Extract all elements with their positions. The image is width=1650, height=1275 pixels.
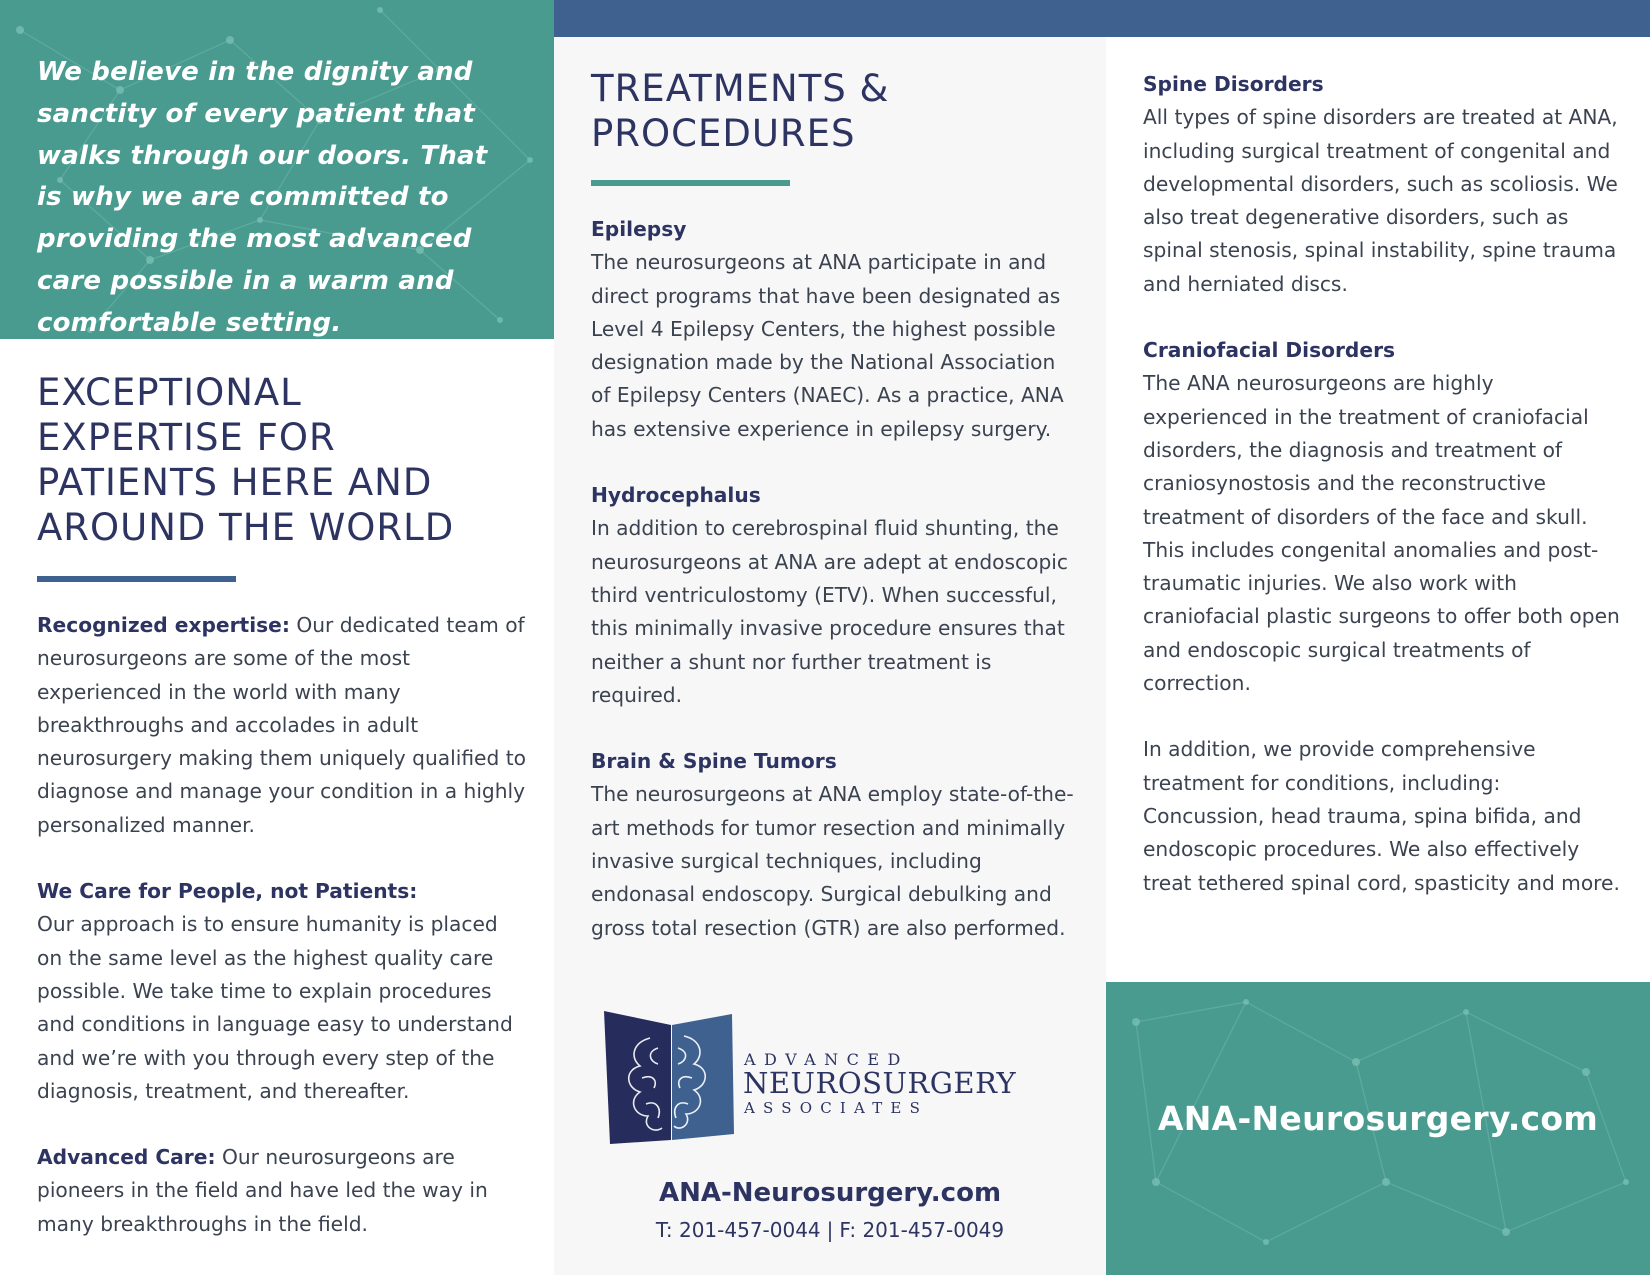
section-text: Our approach is to ensure humanity is placed on the same level as the highest quality care possible. We take time to explain procedures and conditions in language easy to understand and we’re with you through every step of the diagnosis, treatment, and thereafter. [37,912,513,1103]
logo-text-neurosurgery: NEUROSURGERY [743,1066,1017,1100]
section-hydrocephalus [591,479,1081,712]
quote-panel [0,0,554,339]
website-panel [1106,982,1650,1275]
section-spine-disorders [1143,68,1623,301]
section-title: Spine Disorders [1143,72,1324,96]
section-title: Craniofacial Disorders [1143,338,1396,363]
section-text: In addition, we provide comprehensive treatment for conditions, including: Concussion, head trauma, spina bifida, and endoscopic procedures. We also effectively treat tethered spinal cord, spasticity and more. [1143,737,1620,895]
section-advanced-care [37,1141,527,1241]
contact-line [554,1218,1106,1242]
section-text: Our dedicated team of neurosurgeons are some of the most experienced in the world with many breakthroughs and accolades in adult neurosurgery making them uniquely qualified to diagnose and manage your condition in a highly personalized manner. [37,613,526,837]
left-heading: EXCEPTIONAL EXPERTISE FOR PATIENTS HERE AND AROUND THE WORLD [37,371,455,549]
section-epilepsy [591,213,1081,446]
left-heading-rule [37,576,236,582]
logo-text-advanced: ADVANCED [744,1050,909,1069]
section-title: Recognized expertise: [37,613,290,637]
section-text: In addition to cerebrospinal fluid shunting, the neurosurgeons at ANA are adept at endoscopic third ventriculostomy (ETV). When successful, this minimally invasive procedure ensures that neither a shunt nor further treatment is required. [591,516,1069,707]
phone-number: T: 201-457-0044 [655,1218,821,1242]
middle-heading: TREATMENTS & PROCEDURES [591,67,890,155]
section-text: The neurosurgeons at ANA participate in and direct programs that have been designated as Level 4 Epilepsy Centers, the highest possible designation made by the National Association of Epilepsy Centers (NAEC). As a practice, ANA has extensive experience in epilepsy surgery. [591,250,1064,441]
section-title: Brain & Spine Tumors [591,749,837,774]
contact-separator: | [826,1218,834,1242]
right-sections [1143,68,1623,933]
section-text: The neurosurgeons at ANA employ state-of-the-art methods for tumor resection and minimally invasive surgical techniques, including endonasal endoscopy. Surgical debulking and gross total resection (GTR) are also performed. [591,782,1074,940]
website-link[interactable]: ANA-Neurosurgery.com [658,1178,1002,1208]
section-title: Advanced Care: [37,1145,216,1170]
fax-number: F: 201-457-0049 [839,1218,1005,1242]
middle-sections [591,213,1081,978]
section-craniofacial-disorders [1143,334,1623,700]
section-title: Hydrocephalus [591,483,761,508]
section-text: The ANA neurosurgeons are highly experienced in the treatment of craniofacial disorders, the diagnosis and treatment of craniosynostosis and the reconstructive treatment of disorders of the face and skull. This includes congenital anomalies and post-traumatic injuries. We also work with craniofacial plastic surgeons to offer both open and endoscopic surgical treatments of correction. [1143,371,1620,696]
section-recognized-expertise [37,609,527,842]
mission-quote: We believe in the dignity and sanctity of every patient that walks through our doors. That is why we are committed to providing the most advanced care possible in a warm and comfortable setting. [37,57,488,338]
logo-text-associates: ASSOCIATES [744,1099,929,1117]
middle-heading-rule [591,180,790,186]
section-text: Our neurosurgeons are pioneers in the field and have led the way in many breakthroughs in the field. [37,1145,488,1236]
left-sections [37,609,527,1274]
section-title: We Care for People, not Patients: [37,879,418,904]
website-link-panel[interactable]: ANA-Neurosurgery.com [1157,1099,1599,1138]
top-accent-bar [554,0,1650,37]
section-additional-conditions [1143,733,1623,899]
section-we-care [37,875,527,1108]
section-brain-spine-tumors [591,745,1081,945]
section-title: Epilepsy [591,217,687,241]
section-text: All types of spine disorders are treated at ANA, including surgical treatment of congenital and developmental disorders, such as scoliosis. We also treat degenerative disorders, such as spinal stenosis, spinal instability, spine trauma and herniated discs. [1143,105,1618,296]
